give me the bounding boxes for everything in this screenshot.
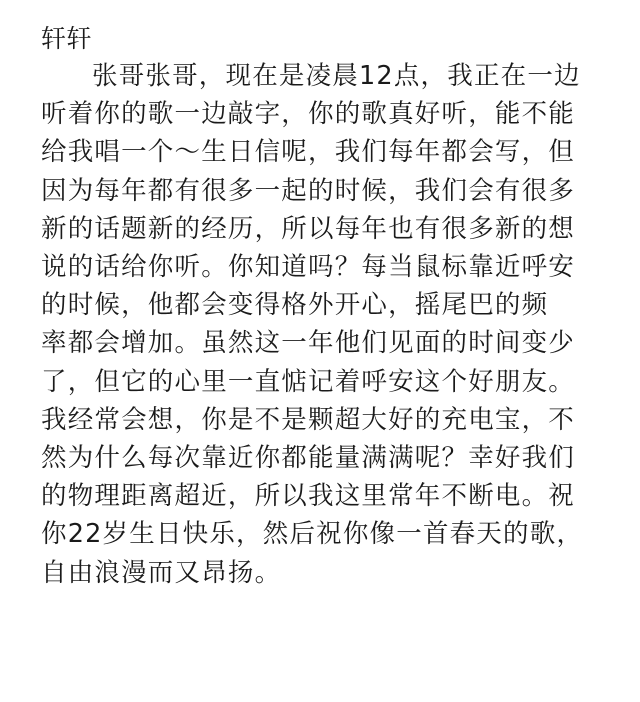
letter-line: 张哥张哥，现在是凌晨12点，我正在一边 — [92, 61, 581, 91]
letter-line: 率都会增加。虽然这一年他们见面的时间变少 — [41, 328, 576, 359]
letter-line: 说的话给你听。你知道吗？每当鼠标靠近呼安 — [41, 252, 576, 283]
letter-line: 的时候，他都会变得格外开心，摇尾巴的频 — [41, 290, 549, 321]
letter-line: 自由浪漫而又昂扬。 — [41, 557, 282, 588]
letter-line: 给我唱一个～生日信呢，我们每年都会写，但 — [41, 137, 576, 168]
letter-line: 听着你的歌一边敲字，你的歌真好听，能不能 — [41, 99, 576, 130]
letter-line: 我经常会想，你是不是颗超大好的充电宝，不 — [41, 404, 576, 435]
letter-greeting: 轩轩 — [41, 24, 93, 53]
letter-line: 了，但它的心里一直惦记着呼安这个好朋友。 — [41, 366, 576, 397]
letter-line: 然为什么每次靠近你都能量满满呢？幸好我们 — [41, 443, 576, 474]
letter-line: 新的话题新的经历，所以每年也有很多新的想 — [41, 213, 576, 244]
letter-body — [41, 57, 612, 592]
letter-line: 的物理距离超近，所以我这里常年不断电。祝 — [41, 481, 576, 512]
letter-line: 你22岁生日快乐，然后祝你像一首春天的歌， — [41, 519, 584, 550]
letter-line: 因为每年都有很多一起的时候，我们会有很多 — [41, 175, 576, 206]
